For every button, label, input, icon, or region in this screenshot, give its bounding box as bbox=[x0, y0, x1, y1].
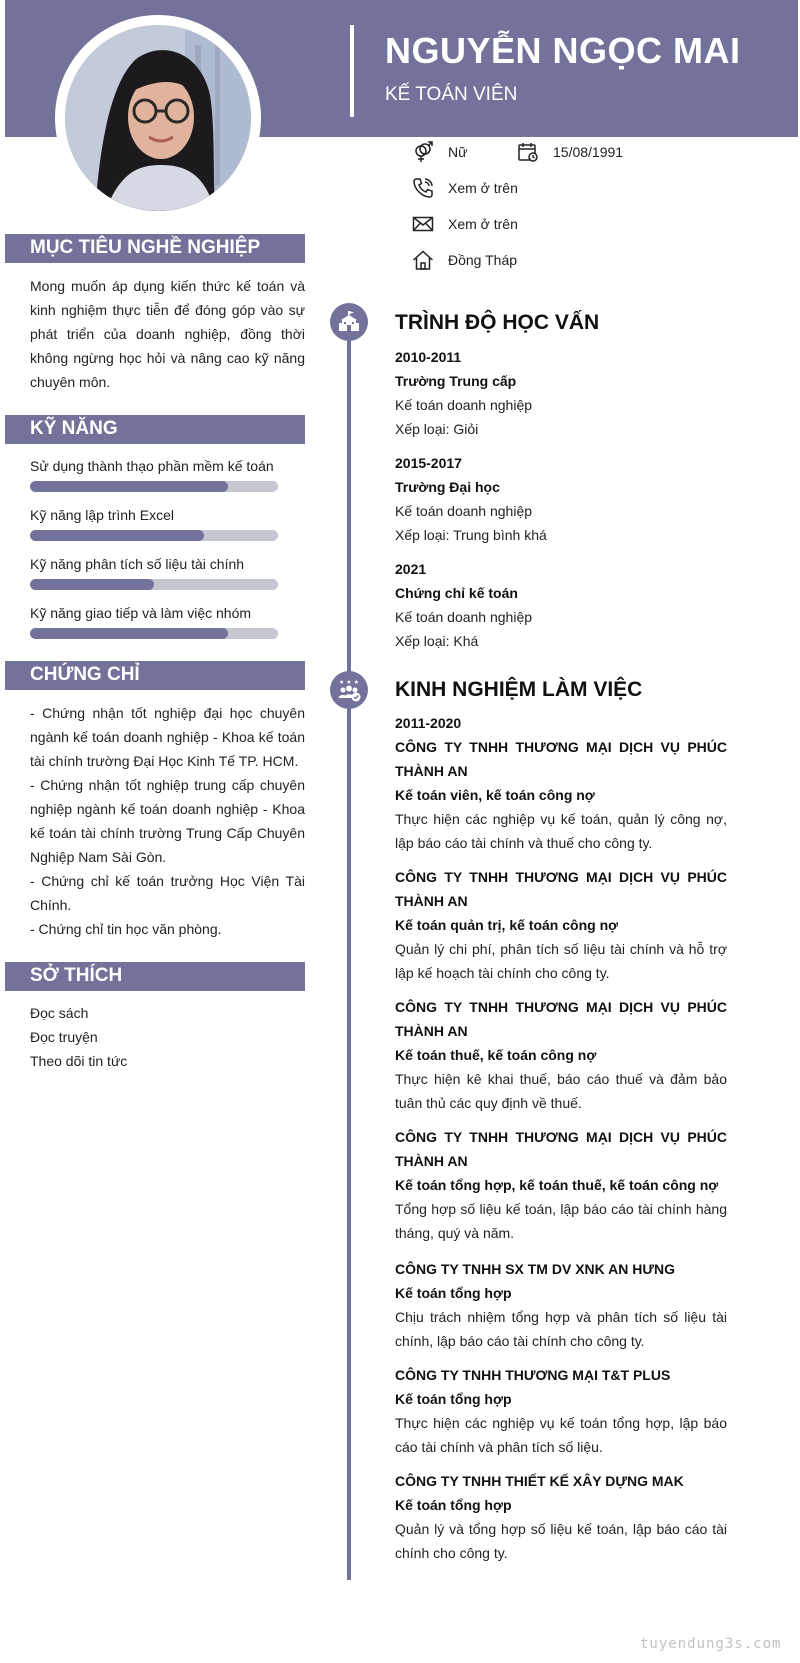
education-school: Trường Đại học bbox=[395, 479, 500, 495]
experience-desc: Thực hiện các nghiệp vụ kế toán, quản lý công nợ, lập báo cáo tài chính và thuế cho công ty. bbox=[395, 811, 727, 851]
header-divider bbox=[350, 25, 354, 117]
experience-icon bbox=[330, 671, 368, 709]
phone-value: Xem ở trên bbox=[448, 180, 518, 196]
education-heading: TRÌNH ĐỘ HỌC VẤN bbox=[395, 311, 600, 334]
education-years: 2015-2017 bbox=[395, 455, 462, 471]
hobbies-heading-bar bbox=[5, 962, 305, 991]
education-major: Kế toán doanh nghiệp bbox=[395, 503, 533, 519]
experience-company: CÔNG TY TNHH THƯƠNG MẠI DỊCH VỤ PHÚC THÀNH AN bbox=[395, 869, 727, 909]
skill-bar bbox=[30, 530, 278, 541]
school-icon bbox=[330, 303, 368, 341]
hobbies-heading: SỞ THÍCH bbox=[30, 965, 123, 986]
education-grade: Xếp loại: Khá bbox=[395, 633, 479, 649]
experience-company: CÔNG TY TNHH THƯƠNG MẠI DỊCH VỤ PHÚC THÀNH AN bbox=[395, 739, 727, 779]
experience-company: CÔNG TY TNHH THƯƠNG MẠI T&T PLUS bbox=[395, 1367, 671, 1383]
experience-desc: Quản lý và tổng hợp số liệu kế toán, lập báo cáo tài chính cho công ty. bbox=[395, 1521, 727, 1561]
hobby-item: Đọc sách bbox=[30, 1005, 89, 1021]
avatar bbox=[65, 25, 251, 211]
skill-label: Kỹ năng giao tiếp và làm việc nhóm bbox=[30, 605, 252, 621]
experience-role: Kế toán tổng hợp bbox=[395, 1497, 512, 1513]
skill-label: Sử dụng thành thạo phần mềm kế toán bbox=[30, 458, 274, 474]
skill-bar bbox=[30, 628, 278, 639]
education-major: Kế toán doanh nghiệp bbox=[395, 609, 533, 625]
experience-role: Kế toán tổng hợp bbox=[395, 1285, 512, 1301]
experience-role: Kế toán tổng hợp bbox=[395, 1391, 512, 1407]
experience-role: Kế toán quản trị, kế toán công nợ bbox=[395, 917, 619, 933]
skills-heading: KỸ NĂNG bbox=[30, 418, 118, 439]
skill-label: Kỹ năng phân tích số liệu tài chính bbox=[30, 556, 245, 572]
skill-label: Kỹ năng lập trình Excel bbox=[30, 507, 174, 523]
objective-heading-bar bbox=[5, 234, 305, 263]
education-school: Trường Trung cấp bbox=[395, 373, 517, 389]
experience-company: CÔNG TY TNHH THƯƠNG MẠI DỊCH VỤ PHÚC THÀNH AN bbox=[395, 999, 727, 1039]
certificates-heading: CHỨNG CHỈ bbox=[30, 664, 140, 685]
svg-text:★ ★ ★: ★ ★ ★ bbox=[339, 679, 359, 686]
skill-bar-fill bbox=[30, 579, 154, 590]
hobby-item: Theo dõi tin tức bbox=[30, 1053, 128, 1069]
location-value: Đồng Tháp bbox=[448, 252, 518, 268]
certificates-heading-bar bbox=[5, 661, 305, 690]
education-grade: Xếp loại: Giỏi bbox=[395, 421, 479, 437]
skill-bar bbox=[30, 579, 278, 590]
candidate-name: NGUYỄN NGỌC MAI bbox=[385, 30, 741, 71]
contact-email bbox=[410, 212, 518, 236]
experience-company: CÔNG TY TNHH THIẾT KẾ XÂY DỰNG MAK bbox=[395, 1473, 684, 1489]
phone-icon bbox=[410, 176, 436, 200]
gender-value: Nữ bbox=[448, 144, 468, 160]
experience-desc: Thực hiện kê khai thuế, báo cáo thuế và đảm bảo tuân thủ các quy định về thuế. bbox=[395, 1071, 727, 1111]
job-title: KẾ TOÁN VIÊN bbox=[385, 84, 518, 105]
objective-heading: MỤC TIÊU NGHỀ NGHIỆP bbox=[30, 237, 261, 258]
experience-desc: Thực hiện các nghiệp vụ kế toán tổng hợp, lập báo cáo tài chính và phân tích số liệu. bbox=[395, 1415, 727, 1455]
home-icon bbox=[410, 248, 436, 272]
hobby-item: Đọc truyện bbox=[30, 1029, 98, 1045]
experience-role: Kế toán thuế, kế toán công nợ bbox=[395, 1047, 597, 1063]
experience-desc: Quản lý chi phí, phân tích số liệu tài chính và hỗ trợ lập kế hoạch tài chính cho công ty. bbox=[395, 941, 727, 981]
experience-desc: Chịu trách nhiệm tổng hợp và phân tích số liệu tài chính, lập báo cáo tài chính cho công ty. bbox=[395, 1309, 727, 1349]
contact-phone bbox=[410, 176, 518, 200]
experience-desc: Tổng hợp số liệu kế toán, lập báo cáo tài chính hàng tháng, quý và năm. bbox=[395, 1201, 727, 1241]
timeline-line bbox=[347, 305, 351, 1580]
experience-company: CÔNG TY TNHH THƯƠNG MẠI DỊCH VỤ PHÚC THÀNH AN bbox=[395, 1129, 727, 1169]
experience-role: Kế toán viên, kế toán công nợ bbox=[395, 787, 595, 803]
email-value: Xem ở trên bbox=[448, 216, 518, 232]
education-major: Kế toán doanh nghiệp bbox=[395, 397, 533, 413]
objective-text: Mong muốn áp dụng kiến thức kế toán và kinh nghiệm thực tiễn để đóng góp vào sự phát triển của doanh nghiệp, đồng thời không ngừng học hỏi và nâng cao kỹ năng chuyên môn. bbox=[30, 278, 305, 390]
skill-bar bbox=[30, 481, 278, 492]
watermark: tuyendung3s.com bbox=[640, 1636, 782, 1652]
contact-location bbox=[410, 248, 517, 272]
experience-company: CÔNG TY TNHH SX TM DV XNK AN HƯNG bbox=[395, 1261, 675, 1277]
education-school: Chứng chỉ kế toán bbox=[395, 585, 518, 601]
gender-icon bbox=[410, 140, 436, 164]
certificates-text: - Chứng nhận tốt nghiệp đại học chuyên ngành kế toán doanh nghiệp - Khoa kế toán tài chính trường Đại Học Kinh Tế TP. HCM. - Chứng nhận tốt nghiệp trung cấp chuyên nghiệp ngành kế toán doanh nghiệp - Khoa kế toán tài chính trường Trung Cấp Chuyên Nghiệp Nam Sài Gòn. - Chứng chỉ kế toán trưởng Học Viện Tài Chính. - Chứng chỉ tin học văn phòng. bbox=[30, 705, 305, 937]
skill-bar-fill bbox=[30, 530, 204, 541]
education-grade: Xếp loại: Trung bình khá bbox=[395, 527, 547, 543]
education-years: 2021 bbox=[395, 561, 427, 577]
education-years: 2010-2011 bbox=[395, 349, 462, 365]
skill-bar-fill bbox=[30, 628, 228, 639]
experience-period: 2011-2020 bbox=[395, 715, 462, 731]
experience-role: Kế toán tổng hợp, kế toán thuế, kế toán công nợ bbox=[395, 1177, 719, 1193]
calendar-icon bbox=[515, 140, 541, 164]
envelope-icon bbox=[410, 212, 436, 236]
contact-birthday bbox=[515, 140, 623, 164]
skills-heading-bar bbox=[5, 415, 305, 444]
skill-bar-fill bbox=[30, 481, 228, 492]
experience-heading: KINH NGHIỆM LÀM VIỆC bbox=[395, 678, 643, 701]
birthday-value: 15/08/1991 bbox=[553, 144, 624, 160]
contact-gender bbox=[410, 140, 467, 164]
